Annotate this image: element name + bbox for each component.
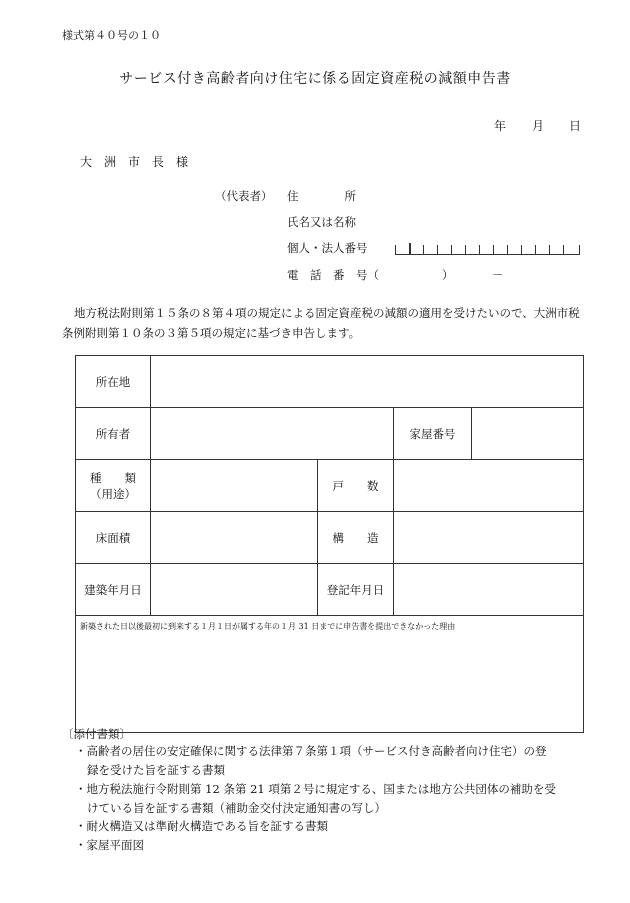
floor-area-field[interactable] [151,512,318,564]
attachment-line: ・高齢者の居住の安定確保に関する法律第７条第１項（サービス付き高齢者向け住宅）の登 [75,744,547,758]
owner-label: 所有者 [76,408,151,460]
representative-label: （代表者） [215,189,273,203]
attachment-line: ・地方税法施行令附則第 12 条第 21 項第２号に規定する、国または地方公共団体の補助を受 [75,782,556,796]
type-label-line2: （用途） [90,486,136,501]
attachment-item [75,742,547,780]
registered-date-field[interactable] [394,564,584,616]
addressee: 大 洲 市 長 様 [80,155,189,169]
location-field[interactable] [151,356,584,408]
late-reason-label: 新築された日以後最初に到来する１月１日が属する年の１月 31 日までに申告書を提出できなかった理由 [80,622,456,631]
house-number-field[interactable] [472,408,584,460]
type-label-line1: 種 類 [90,470,136,485]
built-date-field[interactable] [151,564,318,616]
type-label [76,460,151,512]
units-label: 戸 数 [318,460,394,512]
owner-field[interactable] [151,408,394,460]
type-field[interactable] [151,460,318,512]
date-month-label: 月 [532,119,545,133]
form-number: 様式第４０号の１０ [62,29,161,42]
date-day-label: 日 [569,119,582,133]
name-label: 氏名又は名称 [287,215,356,229]
address-label: 住 所 [287,189,356,203]
phone-label: 電 話 番 号（ [287,268,379,282]
attachment-line: ・家屋平面図 [75,838,144,852]
attachment-item [75,780,556,818]
location-label: 所在地 [76,356,151,408]
property-table [75,355,584,733]
built-date-label: 建築年月日 [76,564,151,616]
structure-field[interactable] [394,512,584,564]
attachment-line: けている旨を証する書類（補助金交付決定通知書の写し） [87,801,386,815]
floor-area-label: 床面積 [76,512,151,564]
structure-label: 構 造 [318,512,394,564]
registered-date-label: 登記年月日 [318,564,394,616]
phone-dash: － [492,268,504,282]
late-reason-field[interactable] [76,616,584,733]
date-year-label: 年 [494,119,507,133]
attachment-item [75,836,144,855]
attachment-item [75,817,328,836]
declaration-text: 地方税法附則第１５条の８第４項の規定による固定資産税の減額の適用を受けたいので、大洲市税条例附則第１０条の３第５項の規定に基づき申告します。 [62,306,580,340]
phone-paren-close: ） [442,268,454,282]
units-field[interactable] [394,460,584,512]
id-number-label: 個人・法人番号 [287,241,368,255]
attachment-line: ・耐火構造又は準耐火構造である旨を証する書類 [75,819,328,833]
house-number-label: 家屋番号 [394,408,472,460]
attachment-line: 録を受けた旨を証する書類 [87,763,225,777]
id-number-field[interactable] [395,242,580,255]
attachments-heading: 〔添付書類〕 [62,727,131,741]
page-title: サービス付き高齢者向け住宅に係る固定資産税の減額申告書 [119,71,511,87]
